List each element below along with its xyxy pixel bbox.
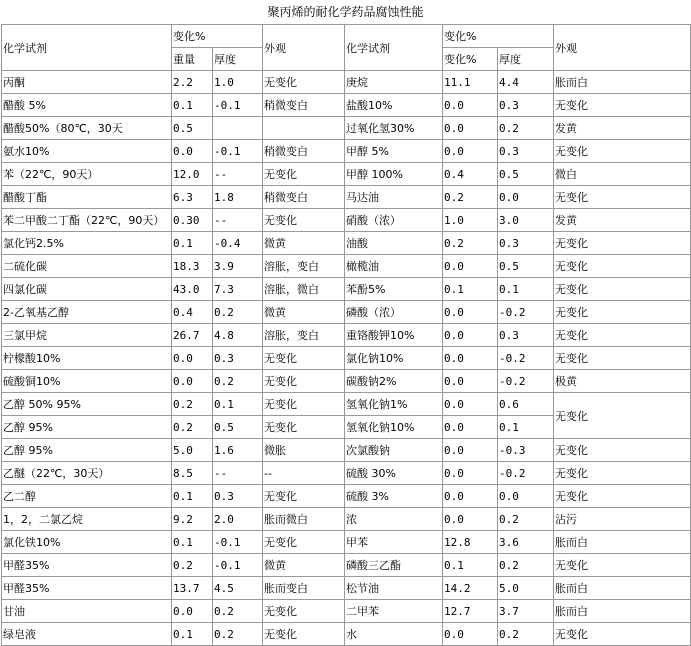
cell-change-2: 0.0 [443,301,498,324]
header-thickness: 厚度 [213,48,263,71]
cell-appearance: 无变化 [263,370,345,393]
cell-thickness: 0.3 [213,347,263,370]
cell-appearance: 微胀 [263,439,345,462]
cell-reagent: 醋酸 5% [2,94,172,117]
table-row [2,117,691,140]
cell-thickness-2: 0.2 [498,554,554,577]
table-row [2,554,691,577]
cell-appearance: 胀而微白 [263,508,345,531]
cell-appearance-2: 无变化 [554,301,691,324]
cell-reagent: 甘油 [2,600,172,623]
cell-thickness: -0.1 [213,554,263,577]
cell-thickness-2: 0.2 [498,508,554,531]
cell-appearance: -- [263,462,345,485]
cell-change-2: 0.0 [443,117,498,140]
cell-reagent: 氯化钙2.5% [2,232,172,255]
cell-appearance: 无变化 [263,71,345,94]
cell-change-2: 11.1 [443,71,498,94]
cell-thickness: 4.8 [213,324,263,347]
cell-weight: 0.5 [172,117,213,140]
cell-appearance-2: 胀而白 [554,577,691,600]
table-row [2,623,691,646]
header-change: 变化% [172,25,263,48]
cell-reagent: 1，2，二氯乙烷 [2,508,172,531]
cell-reagent: 乙醇 95% [2,416,172,439]
cell-thickness-2: 0.1 [498,416,554,439]
cell-appearance-2: 胀而白 [554,71,691,94]
cell-thickness: 0.5 [213,416,263,439]
table-row [2,255,691,278]
cell-appearance: 无变化 [263,531,345,554]
cell-appearance-2: 微白 [554,163,691,186]
cell-appearance: 溶胀，变白 [263,324,345,347]
cell-reagent: 苯（22℃，90天） [2,163,172,186]
cell-appearance-2: 无变化 [554,324,691,347]
cell-thickness: 0.2 [213,301,263,324]
cell-appearance: 胀而变白 [263,577,345,600]
cell-thickness-2: 0.3 [498,94,554,117]
cell-reagent-2: 马达油 [345,186,443,209]
cell-reagent-2: 甲苯 [345,531,443,554]
cell-weight: 8.5 [172,462,213,485]
cell-weight: 18.3 [172,255,213,278]
cell-thickness: 1.0 [213,71,263,94]
cell-appearance-2: 极黄 [554,370,691,393]
cell-appearance-2: 无变化 [554,393,691,439]
cell-reagent: 甲醛35% [2,554,172,577]
cell-reagent: 柠檬酸10% [2,347,172,370]
cell-weight: 0.1 [172,94,213,117]
cell-change-2: 0.0 [443,347,498,370]
table-row [2,393,691,416]
chemical-resistance-table [1,24,691,646]
table-row [2,485,691,508]
cell-weight: 2.2 [172,71,213,94]
cell-change-2: 0.0 [443,255,498,278]
cell-appearance-2: 沾污 [554,508,691,531]
cell-appearance: 溶胀，微白 [263,278,345,301]
cell-appearance-2: 无变化 [554,485,691,508]
header-reagent: 化学试剂 [2,25,172,71]
cell-appearance-2: 无变化 [554,186,691,209]
cell-reagent-2: 水 [345,623,443,646]
cell-change-2: 0.0 [443,324,498,347]
cell-appearance: 无变化 [263,485,345,508]
table-row [2,186,691,209]
cell-reagent-2: 氯化钠10% [345,347,443,370]
cell-appearance-2: 无变化 [554,140,691,163]
cell-change-2: 0.1 [443,278,498,301]
cell-appearance-2: 无变化 [554,232,691,255]
cell-appearance: 无变化 [263,623,345,646]
table-row [2,439,691,462]
cell-change-2: 0.0 [443,370,498,393]
cell-appearance: 溶胀，变白 [263,255,345,278]
cell-appearance-2: 无变化 [554,554,691,577]
cell-appearance: 微黄 [263,301,345,324]
cell-thickness-2: 3.6 [498,531,554,554]
cell-change-2: 0.4 [443,163,498,186]
cell-change-2: 0.1 [443,554,498,577]
cell-change-2: 0.0 [443,393,498,416]
cell-appearance-2: 无变化 [554,623,691,646]
cell-reagent: 氨水10% [2,140,172,163]
cell-reagent-2: 氢氧化钠1% [345,393,443,416]
cell-thickness: -0.1 [213,140,263,163]
cell-weight: 0.0 [172,347,213,370]
table-row [2,71,691,94]
cell-weight: 12.0 [172,163,213,186]
cell-reagent-2: 苯酚5% [345,278,443,301]
cell-weight: 0.30 [172,209,213,232]
cell-reagent-2: 甲醇 100% [345,163,443,186]
cell-change-2: 0.0 [443,462,498,485]
table-row [2,347,691,370]
cell-change-2: 12.7 [443,600,498,623]
cell-weight: 9.2 [172,508,213,531]
cell-thickness: 1.6 [213,439,263,462]
cell-change-2: 0.2 [443,186,498,209]
cell-change-2: 0.2 [443,232,498,255]
cell-reagent-2: 过氧化氢30% [345,117,443,140]
cell-thickness-2: -0.2 [498,370,554,393]
cell-thickness-2: -0.2 [498,347,554,370]
cell-thickness-2: 3.0 [498,209,554,232]
cell-thickness-2: 0.5 [498,255,554,278]
table-row [2,163,691,186]
header-change-pct-2: 变化% [443,48,498,71]
cell-reagent: 醋酸丁酯 [2,186,172,209]
table-row [2,370,691,393]
cell-thickness-2: 0.5 [498,163,554,186]
cell-appearance [263,117,345,140]
cell-reagent-2: 松节油 [345,577,443,600]
cell-thickness: 0.2 [213,600,263,623]
cell-appearance-2: 发黄 [554,117,691,140]
cell-reagent-2: 二甲苯 [345,600,443,623]
cell-thickness-2: 3.7 [498,600,554,623]
cell-change-2: 1.0 [443,209,498,232]
cell-reagent: 甲醛35% [2,577,172,600]
cell-reagent-2: 油酸 [345,232,443,255]
cell-change-2: 0.0 [443,94,498,117]
cell-reagent-2: 硫酸 30% [345,462,443,485]
cell-reagent-2: 盐酸10% [345,94,443,117]
cell-weight: 0.0 [172,600,213,623]
header-reagent-2: 化学试剂 [345,25,443,71]
cell-weight: 43.0 [172,278,213,301]
cell-reagent: 四氯化碳 [2,278,172,301]
table-row [2,301,691,324]
cell-reagent-2: 庚烷 [345,71,443,94]
cell-reagent-2: 碳酸钠2% [345,370,443,393]
cell-appearance: 无变化 [263,393,345,416]
cell-reagent-2: 硫酸 3% [345,485,443,508]
cell-thickness-2: 0.3 [498,140,554,163]
cell-thickness: 2.0 [213,508,263,531]
cell-appearance-2: 胀而白 [554,600,691,623]
cell-reagent-2: 浓 [345,508,443,531]
cell-thickness-2: 0.1 [498,278,554,301]
cell-thickness: 1.8 [213,186,263,209]
cell-weight: 0.1 [172,623,213,646]
cell-reagent: 醋酸50%（80℃，30天 [2,117,172,140]
cell-reagent: 乙二醇 [2,485,172,508]
cell-reagent: 乙醇 50% 95% [2,393,172,416]
cell-change-2: 0.0 [443,508,498,531]
cell-weight: 0.2 [172,416,213,439]
table-row [2,577,691,600]
cell-reagent-2: 次氯酸钠 [345,439,443,462]
cell-reagent: 硫酸铜10% [2,370,172,393]
cell-change-2: 0.0 [443,485,498,508]
cell-appearance: 无变化 [263,347,345,370]
cell-thickness-2: 0.2 [498,623,554,646]
cell-thickness-2: -0.2 [498,462,554,485]
page-title: 聚丙烯的耐化学药品腐蚀性能 [267,5,424,19]
header-appearance: 外观 [263,25,345,71]
cell-appearance-2: 无变化 [554,462,691,485]
cell-change-2: 0.0 [443,416,498,439]
table-row [2,140,691,163]
cell-thickness: 0.1 [213,393,263,416]
cell-appearance-2: 无变化 [554,439,691,462]
table-row [2,531,691,554]
header-weight: 重量 [172,48,213,71]
cell-weight: 13.7 [172,577,213,600]
cell-weight: 0.0 [172,370,213,393]
cell-weight: 0.2 [172,554,213,577]
cell-thickness: -0.1 [213,531,263,554]
cell-weight: 26.7 [172,324,213,347]
table-row [2,324,691,347]
cell-reagent-2: 重铬酸钾10% [345,324,443,347]
table-row [2,232,691,255]
cell-reagent: 二硫化碳 [2,255,172,278]
cell-appearance: 微黄 [263,554,345,577]
cell-appearance: 无变化 [263,416,345,439]
cell-thickness: 0.3 [213,485,263,508]
cell-change-2: 0.0 [443,623,498,646]
table-row [2,94,691,117]
cell-thickness: -0.1 [213,94,263,117]
cell-reagent-2: 磷酸三乙酯 [345,554,443,577]
cell-thickness-2: 0.0 [498,485,554,508]
cell-thickness-2: 5.0 [498,577,554,600]
cell-weight: 5.0 [172,439,213,462]
cell-reagent: 绿皂液 [2,623,172,646]
cell-change-2: 14.2 [443,577,498,600]
cell-reagent: 三氯甲烷 [2,324,172,347]
cell-thickness-2: 0.6 [498,393,554,416]
table-row [2,462,691,485]
cell-thickness-2: 0.0 [498,186,554,209]
cell-thickness-2: 4.4 [498,71,554,94]
cell-thickness: 0.2 [213,370,263,393]
cell-appearance: 微黄 [263,232,345,255]
cell-reagent-2: 甲醇 5% [345,140,443,163]
cell-thickness: 7.3 [213,278,263,301]
cell-thickness: 0.2 [213,623,263,646]
cell-change-2: 12.8 [443,531,498,554]
cell-appearance-2: 无变化 [554,255,691,278]
cell-weight: 0.1 [172,485,213,508]
cell-thickness: -- [213,209,263,232]
cell-reagent: 乙醚（22℃，30天） [2,462,172,485]
cell-appearance: 无变化 [263,600,345,623]
cell-appearance: 稍微变白 [263,94,345,117]
table-row [2,600,691,623]
cell-thickness-2: 0.2 [498,117,554,140]
cell-thickness: -- [213,462,263,485]
cell-weight: 0.1 [172,232,213,255]
cell-thickness-2: 0.3 [498,324,554,347]
cell-thickness-2: -0.2 [498,301,554,324]
cell-appearance-2: 胀而白 [554,531,691,554]
cell-thickness: -0.4 [213,232,263,255]
table-row [2,278,691,301]
header-appearance-2: 外观 [554,25,691,71]
cell-reagent-2: 硝酸（浓） [345,209,443,232]
header-change-2: 变化% [443,25,554,48]
cell-appearance-2: 发黄 [554,209,691,232]
cell-reagent-2: 磷酸（浓） [345,301,443,324]
cell-weight: 6.3 [172,186,213,209]
cell-reagent: 乙醇 95% [2,439,172,462]
cell-reagent-2: 橄榄油 [345,255,443,278]
cell-reagent-2: 氢氧化钠10% [345,416,443,439]
cell-thickness: 4.5 [213,577,263,600]
cell-appearance: 稍微变白 [263,140,345,163]
cell-change-2: 0.0 [443,140,498,163]
cell-thickness: 3.9 [213,255,263,278]
cell-change-2: 0.0 [443,439,498,462]
cell-weight: 0.4 [172,301,213,324]
cell-reagent: 丙酮 [2,71,172,94]
cell-thickness: -- [213,163,263,186]
table-row [2,209,691,232]
cell-weight: 0.2 [172,393,213,416]
cell-appearance: 稍微变白 [263,186,345,209]
cell-reagent: 2-乙氧基乙醇 [2,301,172,324]
cell-weight: 0.0 [172,140,213,163]
cell-appearance: 无变化 [263,163,345,186]
cell-appearance: 无变化 [263,209,345,232]
cell-thickness-2: -0.3 [498,439,554,462]
cell-reagent: 苯二甲酸二丁酯（22℃，90天） [2,209,172,232]
header-thickness-2: 厚度 [498,48,554,71]
cell-reagent: 氯化铁10% [2,531,172,554]
cell-appearance-2: 无变化 [554,94,691,117]
cell-appearance-2: 无变化 [554,347,691,370]
cell-appearance-2: 无变化 [554,278,691,301]
cell-thickness [213,117,263,140]
cell-thickness-2: 0.3 [498,232,554,255]
table-row [2,508,691,531]
cell-weight: 0.1 [172,531,213,554]
